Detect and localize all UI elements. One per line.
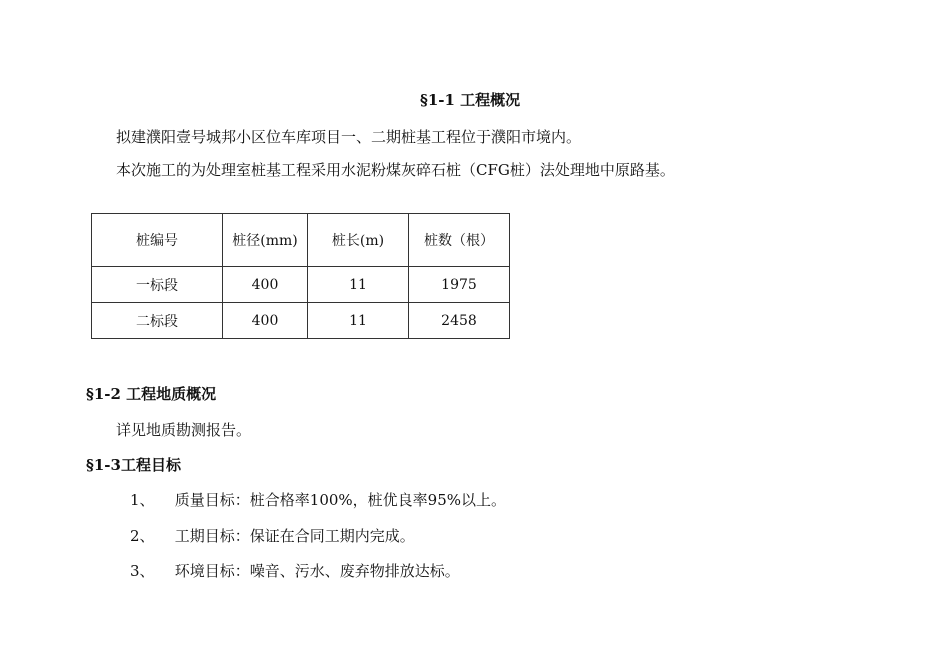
goal-text: 质量目标：桩合格率100%，桩优良率95%以上。	[174, 491, 507, 509]
header-pile-length: 桩长(m)	[308, 214, 409, 267]
header-pile-diameter: 桩径(mm)	[223, 214, 308, 267]
construction-method-paragraph: 本次施工的为处理室桩基工程采用水泥粉煤灰碎石桩（CFG桩）法处理地中原路基。	[116, 161, 675, 179]
cell-section: 一标段	[92, 267, 223, 303]
cell-length: 11	[308, 303, 409, 339]
goal-number: 1、	[130, 491, 155, 509]
goal-item-schedule	[130, 525, 415, 546]
cell-diameter: 400	[223, 303, 308, 339]
table-header-row	[92, 214, 510, 267]
cell-diameter: 400	[223, 267, 308, 303]
cell-count: 1975	[409, 267, 510, 303]
goal-item-quality	[130, 489, 506, 510]
cell-length: 11	[308, 267, 409, 303]
section-2-title: §1-2 工程地质概况	[86, 385, 217, 403]
goal-item-environment	[130, 560, 460, 581]
table-row	[92, 267, 510, 303]
section-1-title: §1-1 工程概况	[420, 91, 521, 109]
table-row	[92, 303, 510, 339]
header-pile-number: 桩编号	[92, 214, 223, 267]
goal-number: 3、	[130, 562, 155, 580]
pile-info-table	[91, 213, 510, 339]
section-3-title: §1-3工程目标	[86, 456, 181, 474]
goal-text: 工期目标：保证在合同工期内完成。	[174, 527, 415, 545]
cell-section: 二标段	[92, 303, 223, 339]
geology-paragraph: 详见地质勘测报告。	[116, 421, 252, 439]
goal-number: 2、	[130, 527, 155, 545]
cell-count: 2458	[409, 303, 510, 339]
goal-text: 环境目标：噪音、污水、废弃物排放达标。	[174, 562, 460, 580]
project-location-paragraph: 拟建濮阳壹号城邦小区位车库项目一、二期桩基工程位于濮阳市境内。	[116, 128, 582, 146]
header-pile-count: 桩数（根）	[409, 214, 510, 267]
